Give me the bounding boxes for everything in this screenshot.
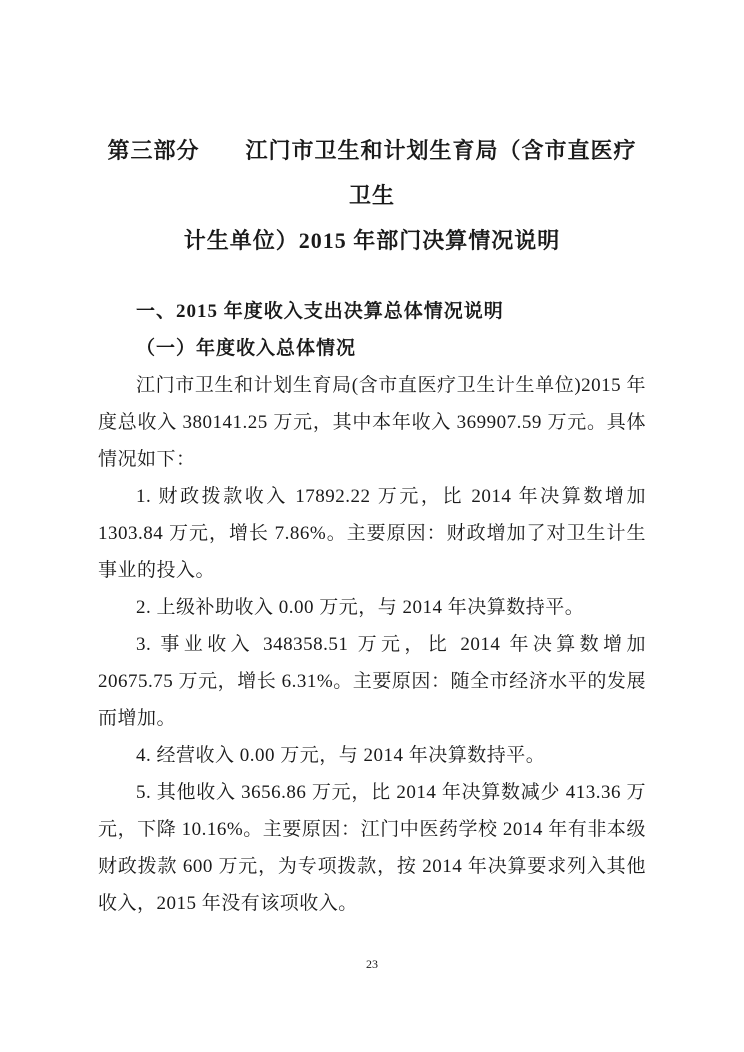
paragraph-item-5-other-income: 5. 其他收入 3656.86 万元，比 2014 年决算数减少 413.36 万元，下降 10.16%。主要原因：江门中医药学校 2014 年有非本级财政拨款 600 万元，为专项拨款，按 2014 年决算要求列入其他收入，2015 年没有该项收入。 bbox=[98, 782, 646, 914]
document-title-line-2: 计生单位）2015 年部门决算情况说明 bbox=[183, 228, 561, 253]
document-title bbox=[98, 128, 646, 263]
page-number: 23 bbox=[366, 957, 378, 971]
document-title-line-1: 第三部分 江门市卫生和计划生育局（含市直医疗卫生 bbox=[107, 138, 637, 208]
paragraph-item-2-superior-subsidy-income: 2. 上级补助收入 0.00 万元，与 2014 年决算数持平。 bbox=[136, 597, 585, 618]
paragraph-item-1-fiscal-appropriation-income: 1. 财政拨款收入 17892.22 万元，比 2014 年决算数增加 1303.84 万元，增长 7.86%。主要原因：财政增加了对卫生计生事业的投入。 bbox=[98, 486, 646, 581]
paragraph-item-4-operating-income: 4. 经营收入 0.00 万元，与 2014 年决算数持平。 bbox=[136, 745, 546, 766]
subsection-heading-annual-income-overview: （一）年度收入总体情况 bbox=[136, 338, 357, 359]
paragraph-item-3-institutional-income: 3. 事业收入 348358.51 万元，比 2014 年决算数增加 20675.75 万元，增长 6.31%。主要原因：随全市经济水平的发展而增加。 bbox=[98, 634, 646, 729]
document-content bbox=[98, 128, 646, 922]
paragraph-total-income: 江门市卫生和计划生育局(含市直医疗卫生计生单位)2015 年度总收入 380141.25 万元，其中本年收入 369907.59 万元。具体情况如下： bbox=[98, 375, 646, 470]
section-heading-income-expenditure-overview: 一、2015 年度收入支出决算总体情况说明 bbox=[136, 301, 504, 322]
page-footer bbox=[0, 955, 744, 973]
